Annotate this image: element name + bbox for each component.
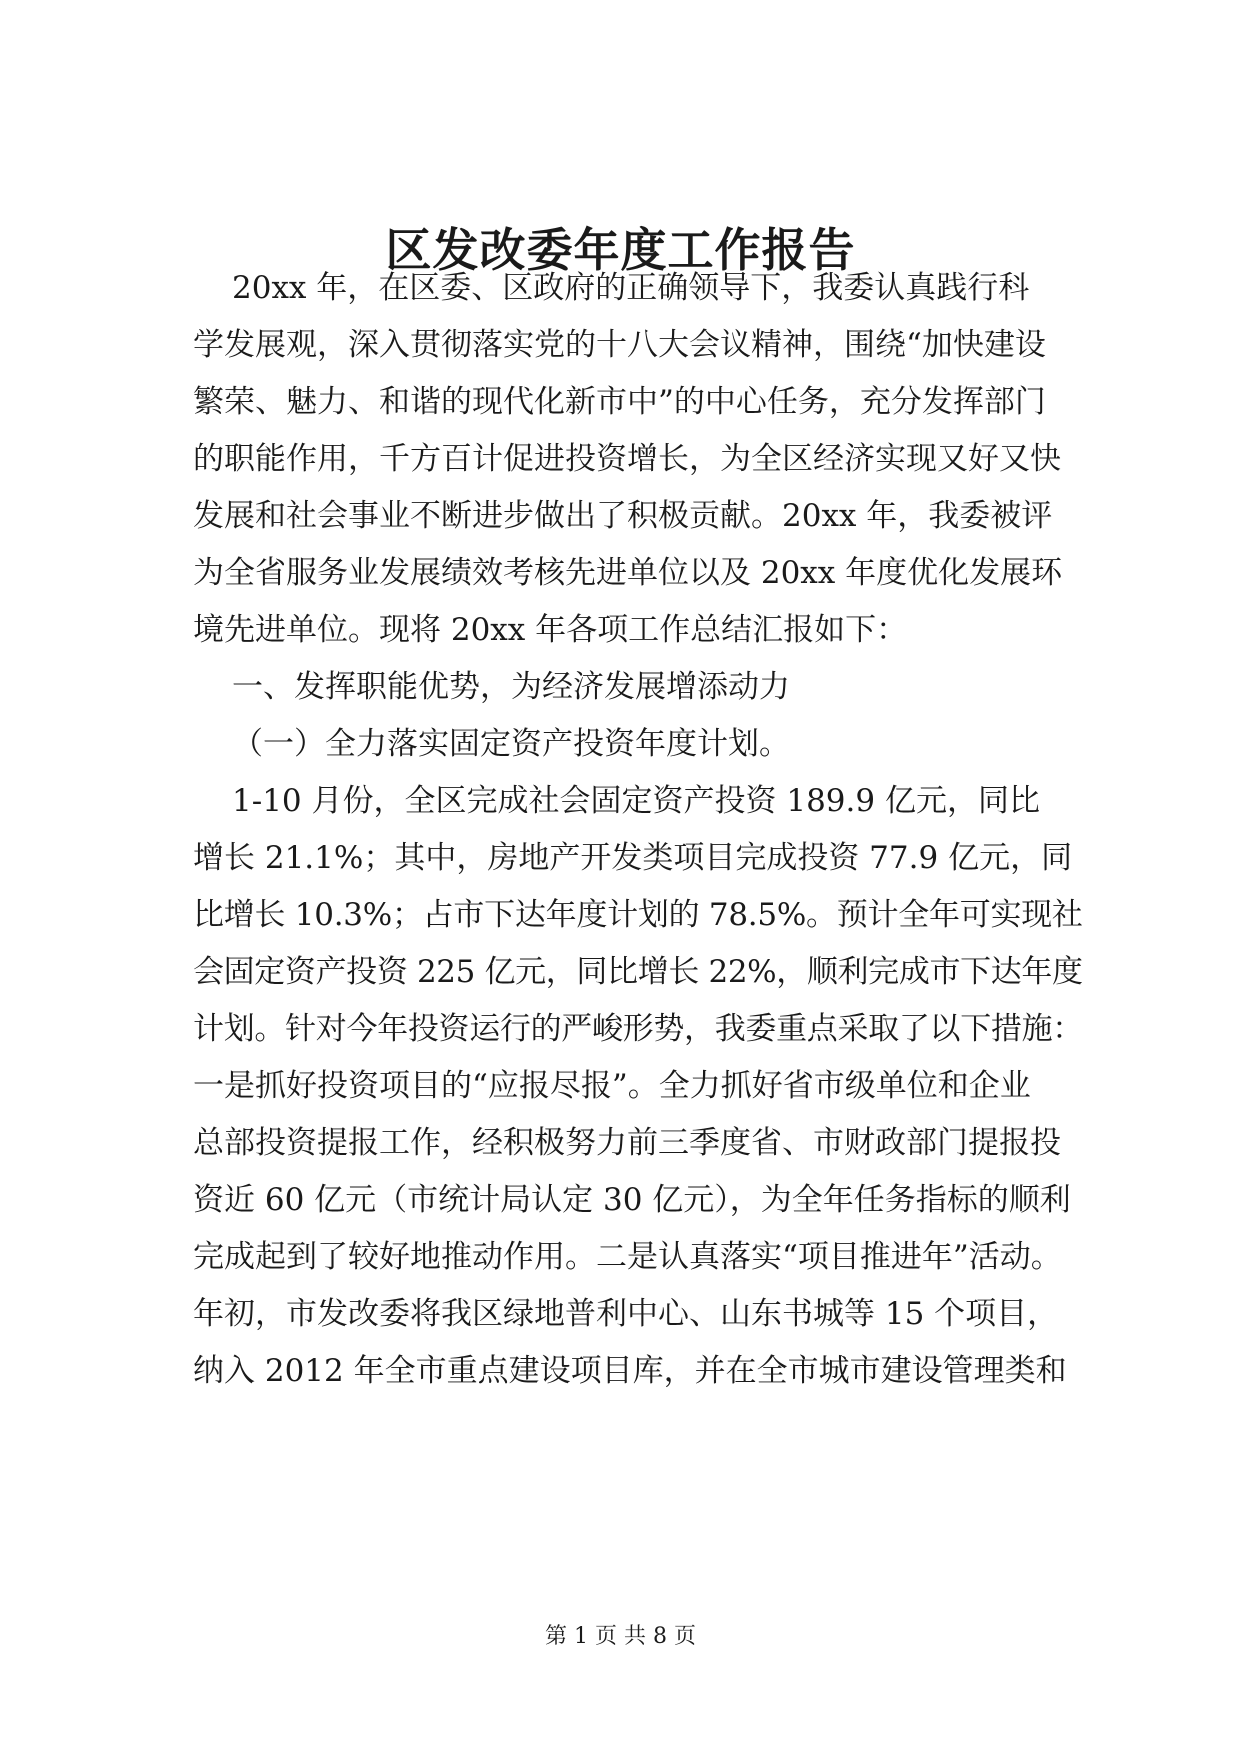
paragraph-line: 20xx 年，在区委、区政府的正确领导下，我委认真践行科 (232, 270, 1030, 306)
document-title: 区发改委年度工作报告 (385, 223, 856, 277)
paragraph-line: 繁荣、魅力、和谐的现代化新市中”的中心任务，充分发挥部门 (193, 384, 1046, 420)
paragraph-line: 境先进单位。现将 20xx 年各项工作总结汇报如下： (193, 612, 908, 648)
paragraph-line: 年初，市发改委将我区绿地普利中心、山东书城等 15 个项目， (193, 1296, 1059, 1332)
paragraph-line: 纳入 2012 年全市重点建设项目库，并在全市城市建设管理类和 (193, 1353, 1067, 1389)
paragraph-line: 资近 60 亿元（市统计局认定 30 亿元），为全年任务指标的顺利 (193, 1182, 1071, 1218)
paragraph-line: 一是抓好投资项目的“应报尽报”。全力抓好省市级单位和企业 (193, 1068, 1031, 1104)
subsection-heading: （一）全力落实固定资产投资年度计划。 (232, 726, 790, 762)
paragraph-line: 增长 21.1%；其中，房地产开发类项目完成投资 77.9 亿元，同 (193, 840, 1073, 876)
paragraph-line: 学发展观，深入贯彻落实党的十八大会议精神，围绕“加快建设 (193, 327, 1046, 363)
paragraph-line: 的职能作用，千方百计促进投资增长，为全区经济实现又好又快 (193, 441, 1061, 477)
paragraph-line: 比增长 10.3%；占市下达年度计划的 78.5%。预计全年可实现社 (193, 897, 1083, 933)
paragraph-line: 为全省服务业发展绩效考核先进单位以及 20xx 年度优化发展环 (193, 555, 1063, 591)
section-heading: 一、发挥职能优势，为经济发展增添动力 (232, 669, 790, 705)
paragraph-line: 会固定资产投资 225 亿元，同比增长 22%，顺利完成市下达年度 (193, 954, 1083, 990)
paragraph-line: 发展和社会事业不断进步做出了积极贡献。20xx 年，我委被评 (193, 498, 1053, 534)
page-number-footer: 第 1 页 共 8 页 (545, 1624, 696, 1649)
paragraph-line: 完成起到了较好地推动作用。二是认真落实“项目推进年”活动。 (193, 1239, 1062, 1275)
paragraph-line: 总部投资提报工作，经积极努力前三季度省、市财政部门提报投 (193, 1125, 1061, 1161)
paragraph-line: 计划。针对今年投资运行的严峻形势，我委重点采取了以下措施： (193, 1011, 1083, 1047)
paragraph-line: 1-10 月份，全区完成社会固定资产投资 189.9 亿元，同比 (232, 783, 1040, 819)
